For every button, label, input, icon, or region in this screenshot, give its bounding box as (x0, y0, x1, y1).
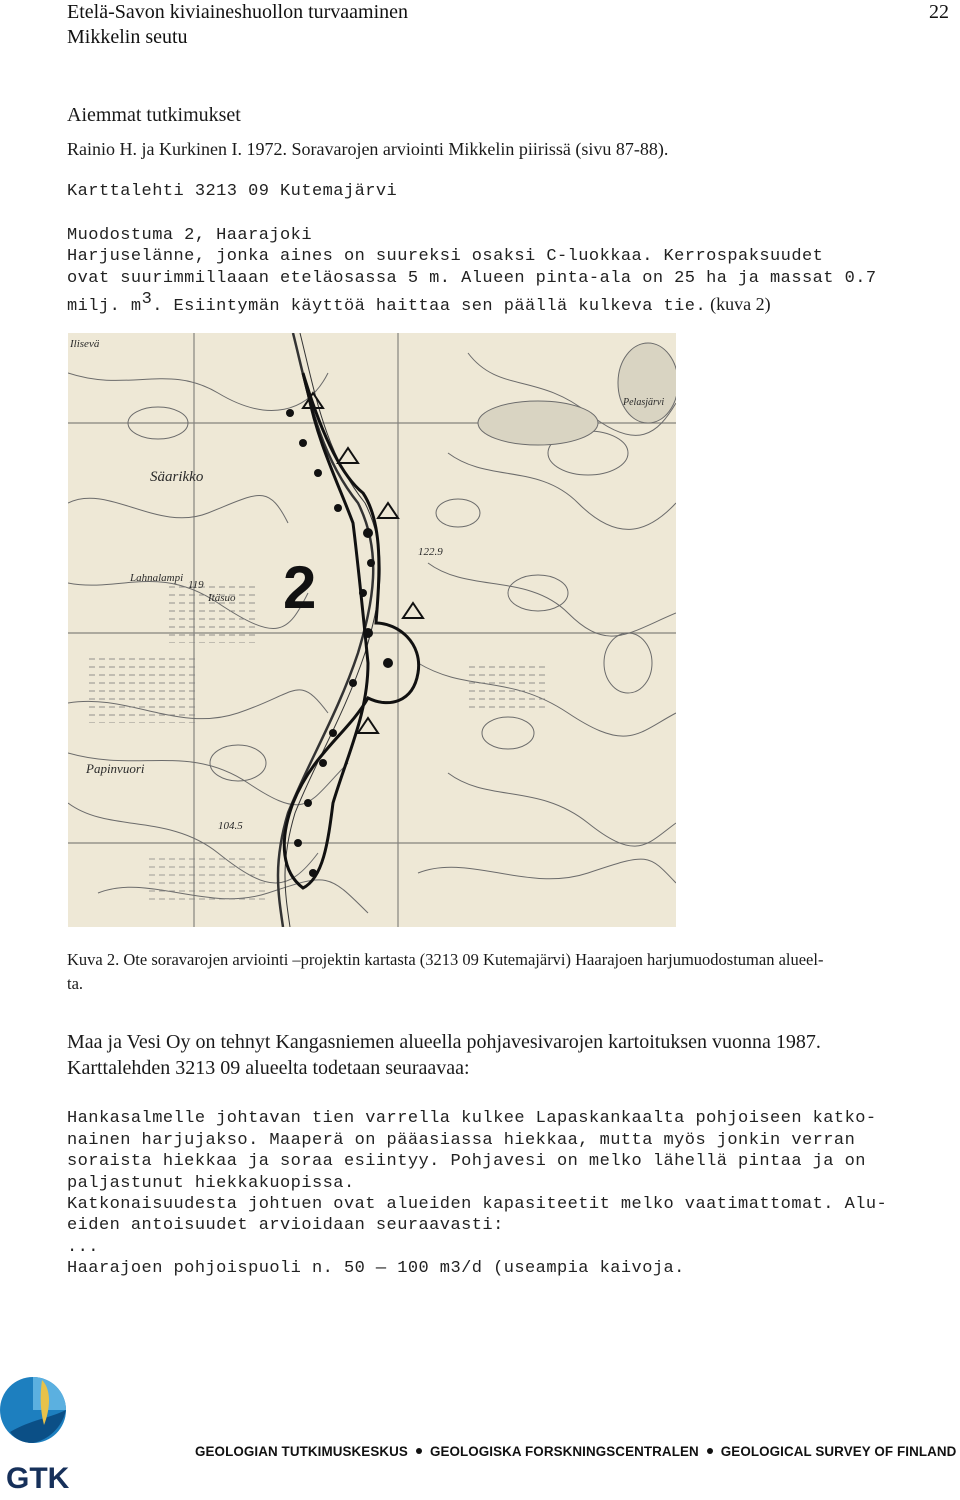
description-text: milj. m (67, 297, 142, 316)
quoted-text-line: Katkonaisuudesta johtuen ovat alueiden kapasiteetit melko vaatimattomat. Alu- (67, 1195, 888, 1214)
section-heading: Aiemmat tutkimukset (67, 104, 241, 126)
running-header-title: Etelä-Savon kiviaineshuollon turvaaminen (67, 1, 409, 23)
map-label-iliseva: Ilisevä (70, 338, 100, 350)
quoted-text-line: Haarajoen pohjoispuoli n. 50 — 100 m3/d (useampia kaivoja. (67, 1259, 685, 1278)
figure-caption-continued: ta. (67, 974, 84, 993)
quoted-text-line: soraista hiekkaa ja soraa esiintyy. Pohjavesi on melko lähellä pintaa ja on (67, 1152, 866, 1171)
description-line: ovat suurimmillaaan eteläosassa 5 m. Alueen pinta-ala on 25 ha ja massat 0.7 (67, 269, 877, 288)
bullet-separator (416, 1448, 422, 1454)
formation-title: Muodostuma 2, Haarajoki (67, 226, 312, 245)
org-name-english: GEOLOGICAL SURVEY OF FINLAND (720, 1444, 957, 1459)
body-paragraph: Karttalehden 3213 09 alueelta todetaan seuraavaa: (67, 1057, 470, 1079)
page-number: 22 (929, 1, 949, 23)
bullet-separator (707, 1448, 713, 1454)
quoted-text-line: Hankasalmelle johtavan tien varrella kulkee Lapaskankaalta pohjoiseen katko- (67, 1109, 877, 1128)
topographic-map-figure (68, 333, 676, 927)
map-label-itasuo: Itäsuo (208, 592, 236, 604)
quoted-text-line: paljastunut hiekkakuopissa. (67, 1174, 355, 1193)
org-name-finnish: GEOLOGIAN TUTKIMUSKESKUS (195, 1444, 408, 1459)
map-label-elevation: 119 (188, 579, 204, 591)
running-header-subtitle: Mikkelin seutu (67, 26, 188, 48)
map-label-elevation: 104.5 (218, 820, 243, 832)
map-label-elevation: 122.9 (418, 546, 443, 558)
gtk-logo-icon (0, 1370, 95, 1495)
gtk-logo-text: GTK (6, 1462, 70, 1495)
footer-organization-names (195, 1444, 956, 1459)
map-area-number: 2 (283, 554, 317, 621)
body-paragraph: Maa ja Vesi Oy on tehnyt Kangasniemen alueella pohjavesivarojen kartoituksen vuonna 1987. (67, 1031, 821, 1053)
map-label-saarikko: Säarikko (150, 469, 204, 485)
reference-citation: Rainio H. ja Kurkinen I. 1972. Soravarojen arviointi Mikkelin piirissä (sivu 87-88). (67, 139, 669, 159)
map-label-pelasjarvi: Pelasjärvi (623, 397, 665, 408)
map-label-lahnalampi: Lahnalampi (130, 572, 184, 584)
map-drawing (68, 333, 676, 927)
description-line (67, 290, 771, 316)
figure-reference: (kuva 2) (710, 294, 771, 314)
quoted-text-line: nainen harjujakso. Maaperä on pääasiassa hiekkaa, mutta myös jonkin verran (67, 1131, 856, 1150)
org-name-swedish: GEOLOGISKA FORSKNINGSCENTRALEN (429, 1444, 699, 1459)
superscript: 3 (141, 290, 153, 309)
description-text: . Esiintymän käyttöä haittaa sen päällä kulkeva tie. (152, 297, 707, 316)
figure-caption: Kuva 2. Ote soravarojen arviointi –projektin kartasta (3213 09 Kutemajärvi) Haarajoen harjumuodostuman alueel- (67, 950, 824, 969)
quoted-text-line: ... (67, 1238, 99, 1257)
gtk-logo (0, 1370, 95, 1495)
map-label-papinvuori: Papinvuori (86, 761, 145, 776)
map-sheet-line: Karttalehti 3213 09 Kutemajärvi (67, 182, 398, 201)
quoted-text-line: eiden antoisuudet arvioidaan seuraavasti: (67, 1216, 504, 1235)
description-line: Harjuselänne, jonka aines on suureksi osaksi C-luokkaa. Kerrospaksuudet (67, 247, 824, 266)
